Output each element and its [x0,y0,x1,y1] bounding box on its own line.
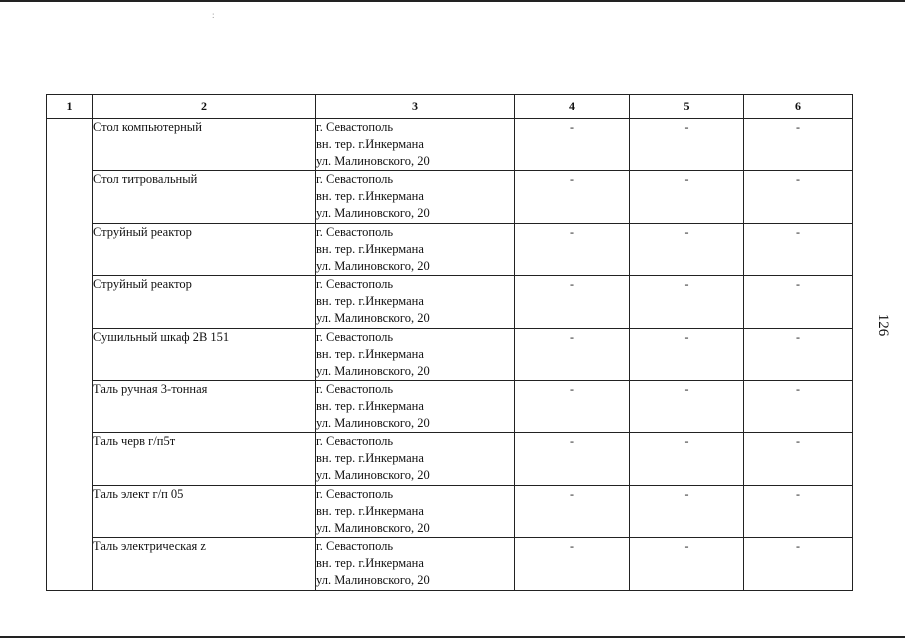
column-header: 4 [515,95,630,119]
address-street: ул. Малиновского, 20 [316,206,430,221]
address-district: вн. тер. г.Инкермана [316,556,424,571]
column-5-cell: - [630,328,744,380]
column-4-cell: - [515,328,630,380]
scan-speck: : [212,10,215,20]
address-district: вн. тер. г.Инкермана [316,241,424,256]
column-header: 3 [316,95,515,119]
table-row [47,328,853,380]
column-6-cell: - [744,380,853,432]
column-4-cell: - [515,119,630,171]
equipment-name-cell: Таль черв г/п5т [93,433,316,485]
table-row [47,485,853,537]
equipment-name-cell: Струйный реактор [93,223,316,275]
address-city: г. Севастополь [316,224,394,239]
page-number: 126 [875,313,891,337]
address-cell [316,328,515,380]
address-cell [316,380,515,432]
address-district: вн. тер. г.Инкермана [316,137,424,151]
table-row [47,380,853,432]
column-header: 5 [630,95,744,119]
address-street: ул. Малиновского, 20 [316,520,430,535]
address-district: вн. тер. г.Инкермана [316,398,424,413]
column-6-cell: - [744,538,853,590]
address-street: ул. Малиновского, 20 [316,468,430,483]
column-header: 2 [93,95,316,119]
equipment-name-cell: Стол компьютерный [93,119,316,171]
address-street: ул. Малиновского, 20 [316,363,430,378]
address-cell [316,223,515,275]
merged-index-cell [47,119,93,591]
column-4-cell: - [515,276,630,328]
address-district: вн. тер. г.Инкермана [316,503,424,518]
column-5-cell: - [630,485,744,537]
page-bottom-border [0,636,905,638]
address-district: вн. тер. г.Инкермана [316,294,424,309]
column-6-cell: - [744,433,853,485]
column-5-cell: - [630,119,744,171]
column-5-cell: - [630,538,744,590]
address-cell [316,433,515,485]
column-4-cell: - [515,380,630,432]
table-row [47,119,853,171]
address-district: вн. тер. г.Инкермана [316,346,424,361]
column-6-cell: - [744,485,853,537]
equipment-name-cell: Струйный реактор [93,276,316,328]
column-6-cell: - [744,119,853,171]
table-row [47,538,853,590]
address-street: ул. Малиновского, 20 [316,258,430,273]
column-6-cell: - [744,328,853,380]
column-6-cell: - [744,276,853,328]
address-city: г. Севастополь [316,329,394,344]
column-6-cell: - [744,171,853,223]
table-row [47,171,853,223]
column-header: 6 [744,95,853,119]
address-city: г. Севастополь [316,277,394,292]
equipment-name-cell: Таль элект г/п 05 [93,485,316,537]
address-city: г. Севастополь [316,172,394,187]
address-city: г. Севастополь [316,381,394,396]
address-cell [316,171,515,223]
table-row [47,433,853,485]
equipment-table [46,94,853,591]
address-city: г. Севастополь [316,120,394,134]
column-5-cell: - [630,380,744,432]
column-4-cell: - [515,171,630,223]
address-cell [316,485,515,537]
column-4-cell: - [515,485,630,537]
table-row [47,276,853,328]
column-6-cell: - [744,223,853,275]
address-street: ул. Малиновского, 20 [316,573,430,588]
address-city: г. Севастополь [316,434,394,449]
column-5-cell: - [630,171,744,223]
address-cell [316,119,515,171]
address-cell [316,276,515,328]
address-street: ул. Малиновского, 20 [316,311,430,326]
column-header: 1 [47,95,93,119]
table-row [47,223,853,275]
address-street: ул. Малиновского, 20 [316,415,430,430]
column-4-cell: - [515,538,630,590]
equipment-name-cell: Таль электрическая z [93,538,316,590]
equipment-name-cell: Сушильный шкаф 2В 151 [93,328,316,380]
address-city: г. Севастополь [316,486,394,501]
address-cell [316,538,515,590]
address-street: ул. Малиновского, 20 [316,154,430,168]
address-district: вн. тер. г.Инкермана [316,189,424,204]
equipment-name-cell: Таль ручная 3-тонная [93,380,316,432]
table-header-row [47,95,853,119]
column-5-cell: - [630,433,744,485]
address-city: г. Севастополь [316,539,394,554]
column-5-cell: - [630,223,744,275]
column-4-cell: - [515,223,630,275]
column-5-cell: - [630,276,744,328]
column-4-cell: - [515,433,630,485]
equipment-name-cell: Стол титровальный [93,171,316,223]
address-district: вн. тер. г.Инкермана [316,451,424,466]
page-top-border [0,0,905,2]
